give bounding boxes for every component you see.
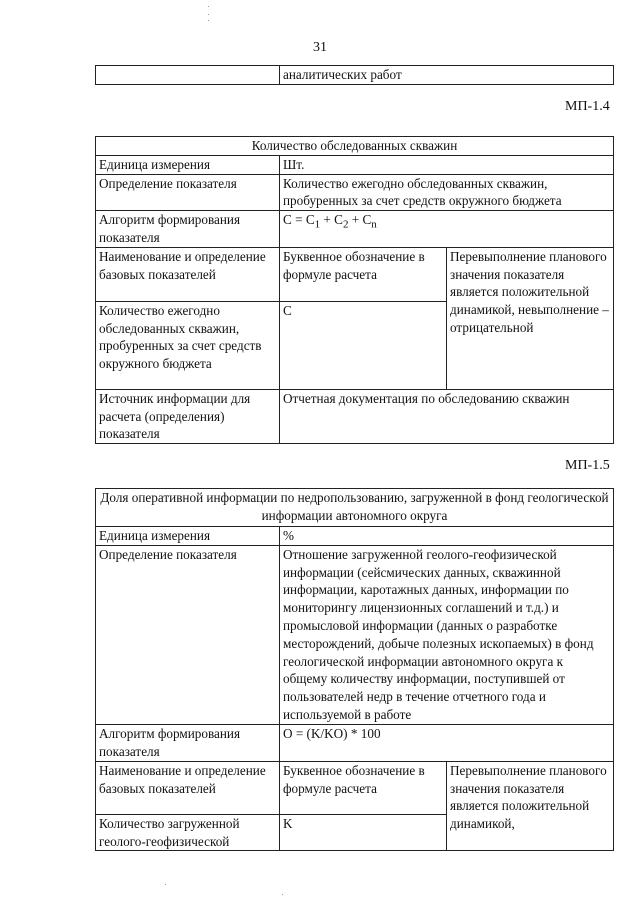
- previous-table-fragment: [95, 65, 614, 85]
- table-row: [96, 137, 614, 156]
- scan-speck: [208, 20, 209, 21]
- table-title: Доля оперативной информации по недропользованию, загруженной в фонд геологической информации автономного округа: [96, 489, 614, 527]
- table-row: [96, 389, 614, 443]
- scan-speck: [208, 14, 209, 15]
- scan-speck: [282, 894, 283, 895]
- row-value: Отчетная документация по обследованию скважин: [280, 389, 614, 443]
- table-title: Количество обследованных скважин: [96, 137, 614, 156]
- variable-label: Количество загруженной геолого-геофизической: [96, 814, 280, 851]
- variable-label: Количество ежегодно обследованных скважин, пробуренных за счет средств окружного бюджета: [96, 301, 280, 389]
- column-header: Буквенное обозначение в формуле расчета: [280, 761, 447, 814]
- assessment-note: Перевыполнение планового значения показателя является положительной динамикой,: [447, 761, 614, 851]
- table-cell-text: аналитических работ: [280, 66, 614, 85]
- table-row: [96, 489, 614, 527]
- table-row: [96, 247, 614, 301]
- table-row: [96, 527, 614, 546]
- row-label: Определение показателя: [96, 174, 280, 211]
- table-row: [96, 66, 614, 85]
- formula: O = (K/KO) * 100: [280, 724, 614, 761]
- row-label: Наименование и определение базовых показателей: [96, 247, 280, 301]
- row-label: Наименование и определение базовых показателей: [96, 761, 280, 814]
- indicator-table-mp15: [95, 488, 614, 851]
- table-row: [96, 761, 614, 814]
- row-value: Отношение загруженной геолого-геофизической информации (сейсмических данных, скважинной информации, каротажных данных, информации по мониторингу лицензионных соглашений и т.д.) и промысловой информации (данных о разработке месторождений, добыче полезных ископаемых) в фонд геологической информации автономного округа к общему количеству информации, поступившей от пользователей недр в течение отчетного года и используемой в работе: [280, 545, 614, 724]
- row-label: Определение показателя: [96, 545, 280, 724]
- table-row: [96, 545, 614, 724]
- formula: $C = C_1 + C_2 + C_n$: [280, 211, 614, 248]
- column-header: Буквенное обозначение в формуле расчета: [280, 247, 447, 301]
- row-value: Шт.: [280, 155, 614, 174]
- table-row: [96, 211, 614, 248]
- assessment-note: Перевыполнение планового значения показателя является положительной динамикой, невыполнение – отрицательной: [447, 247, 614, 389]
- variable-letter: C: [280, 301, 447, 389]
- row-label: Алгоритм формирования показателя: [96, 211, 280, 248]
- indicator-code-mp14: МП-1.4: [565, 99, 610, 114]
- row-label: Алгоритм формирования показателя: [96, 724, 280, 761]
- table-row: [96, 724, 614, 761]
- table-row: [96, 155, 614, 174]
- indicator-table-mp14: [95, 136, 614, 444]
- row-value: %: [280, 527, 614, 546]
- row-value: Количество ежегодно обследованных скважин, пробуренных за счет средств окружного бюджета: [280, 174, 614, 211]
- variable-letter: K: [280, 814, 447, 851]
- table-cell-empty: [96, 66, 280, 85]
- scan-speck: [165, 884, 166, 885]
- row-label: Источник информации для расчета (определения) показателя: [96, 389, 280, 443]
- row-label: Единица измерения: [96, 155, 280, 174]
- row-label: Единица измерения: [96, 527, 280, 546]
- indicator-code-mp15: МП-1.5: [565, 458, 610, 473]
- scan-speck: [208, 6, 209, 7]
- table-row: [96, 174, 614, 211]
- page-number: 31: [313, 40, 327, 55]
